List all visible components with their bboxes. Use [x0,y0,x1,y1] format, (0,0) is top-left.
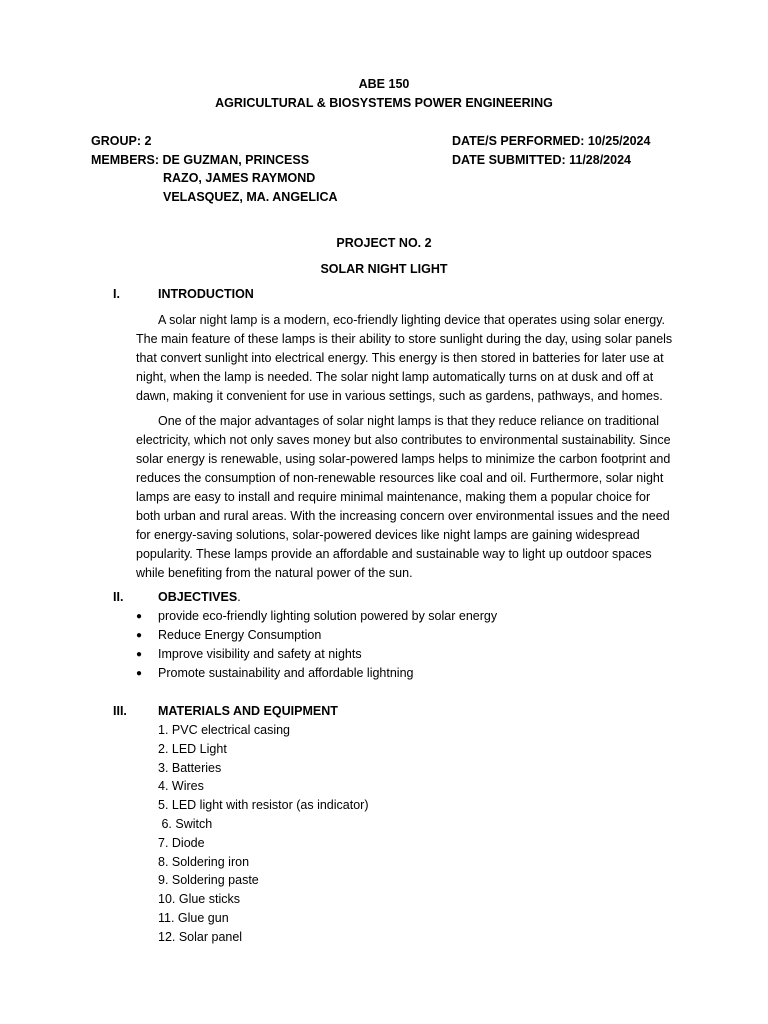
list-item: 6. Switch [158,816,213,831]
group-label: GROUP: 2 [91,134,152,148]
objective-text: Improve visibility and safety at nights [158,647,362,661]
project-number: PROJECT NO. 2 [336,236,432,250]
introduction-paragraph: A solar night lamp is a modern, eco-friendly lighting device that operates using solar energy. The main feature of these lamps is their ability to store sunlight during the day, using solar panels that convert sunlight into electrical energy. This energy is then stored in batteries for later use at night, when the lamp is needed. The solar night lamp automatically turns on at dusk and off at dawn, making it convenient for use in various settings, such as gardens, pathways, and homes. [136,313,673,403]
course-title: AGRICULTURAL & BIOSYSTEMS POWER ENGINEERING [215,96,553,110]
section-number: I. [113,287,120,301]
bullet-icon: ● [136,611,143,622]
list-item: 7. Diode [158,835,205,850]
section-heading-objectives [158,590,241,604]
course-code: ABE 150 [358,77,410,91]
list-item: 2. LED Light [158,741,227,756]
member-name: RAZO, JAMES RAYMOND [163,171,316,185]
list-item: 4. Wires [158,779,204,794]
list-item: 8. Soldering iron [158,854,250,869]
section-number: II. [113,590,124,604]
list-item: 5. LED light with resistor (as indicator) [158,798,369,813]
list-item: 1. PVC electrical casing [158,723,291,737]
section-heading-introduction: INTRODUCTION [158,287,254,301]
bullet-icon: ● [136,630,143,641]
date-submitted: DATE SUBMITTED: 11/28/2024 [452,153,631,167]
bullet-icon: ● [136,668,143,679]
objectives-title: OBJECTIVES [158,590,238,604]
introduction-paragraph: One of the major advantages of solar night lamps is that they reduce reliance on traditional electricity, which not only saves money but also contributes to environmental sustainability. Since solar energy is renewable, using solar-powered lamps helps to minimize the carbon footprint and reduces the consumption of non-renewable resources like coal and oil. Furthermore, solar night lamps are easy to install and require minimal maintenance, making them a popular choice for both urban and rural areas. With the increasing concern over environmental issues and the need for energy-saving solutions, solar-powered devices like night lamps are gaining widespread popularity. These lamps provide an affordable and sustainable way to light up outdoor spaces while benefiting from the natural power of the sun. [136,414,671,580]
list-item: 3. Batteries [158,760,222,775]
bullet-icon: ● [136,649,143,660]
member-name: VELASQUEZ, MA. ANGELICA [163,190,338,204]
section-number: III. [113,704,127,718]
materials-list [158,721,369,947]
list-item: 11. Glue gun [158,910,229,925]
list-item: 10. Glue sticks [158,892,240,907]
section-heading-materials: MATERIALS AND EQUIPMENT [158,704,338,718]
objective-text: provide eco-friendly lighting solution powered by solar energy [158,609,498,623]
list-item: 9. Soldering paste [158,873,259,888]
date-performed: DATE/S PERFORMED: 10/25/2024 [452,134,651,148]
objective-text: Reduce Energy Consumption [158,628,322,642]
objective-text: Promote sustainability and affordable lightning [158,666,414,680]
members-line: MEMBERS: DE GUZMAN, PRINCESS [91,153,310,167]
list-item: 12. Solar panel [158,929,243,944]
project-title: SOLAR NIGHT LIGHT [320,262,448,276]
objectives-period: . [237,590,241,604]
